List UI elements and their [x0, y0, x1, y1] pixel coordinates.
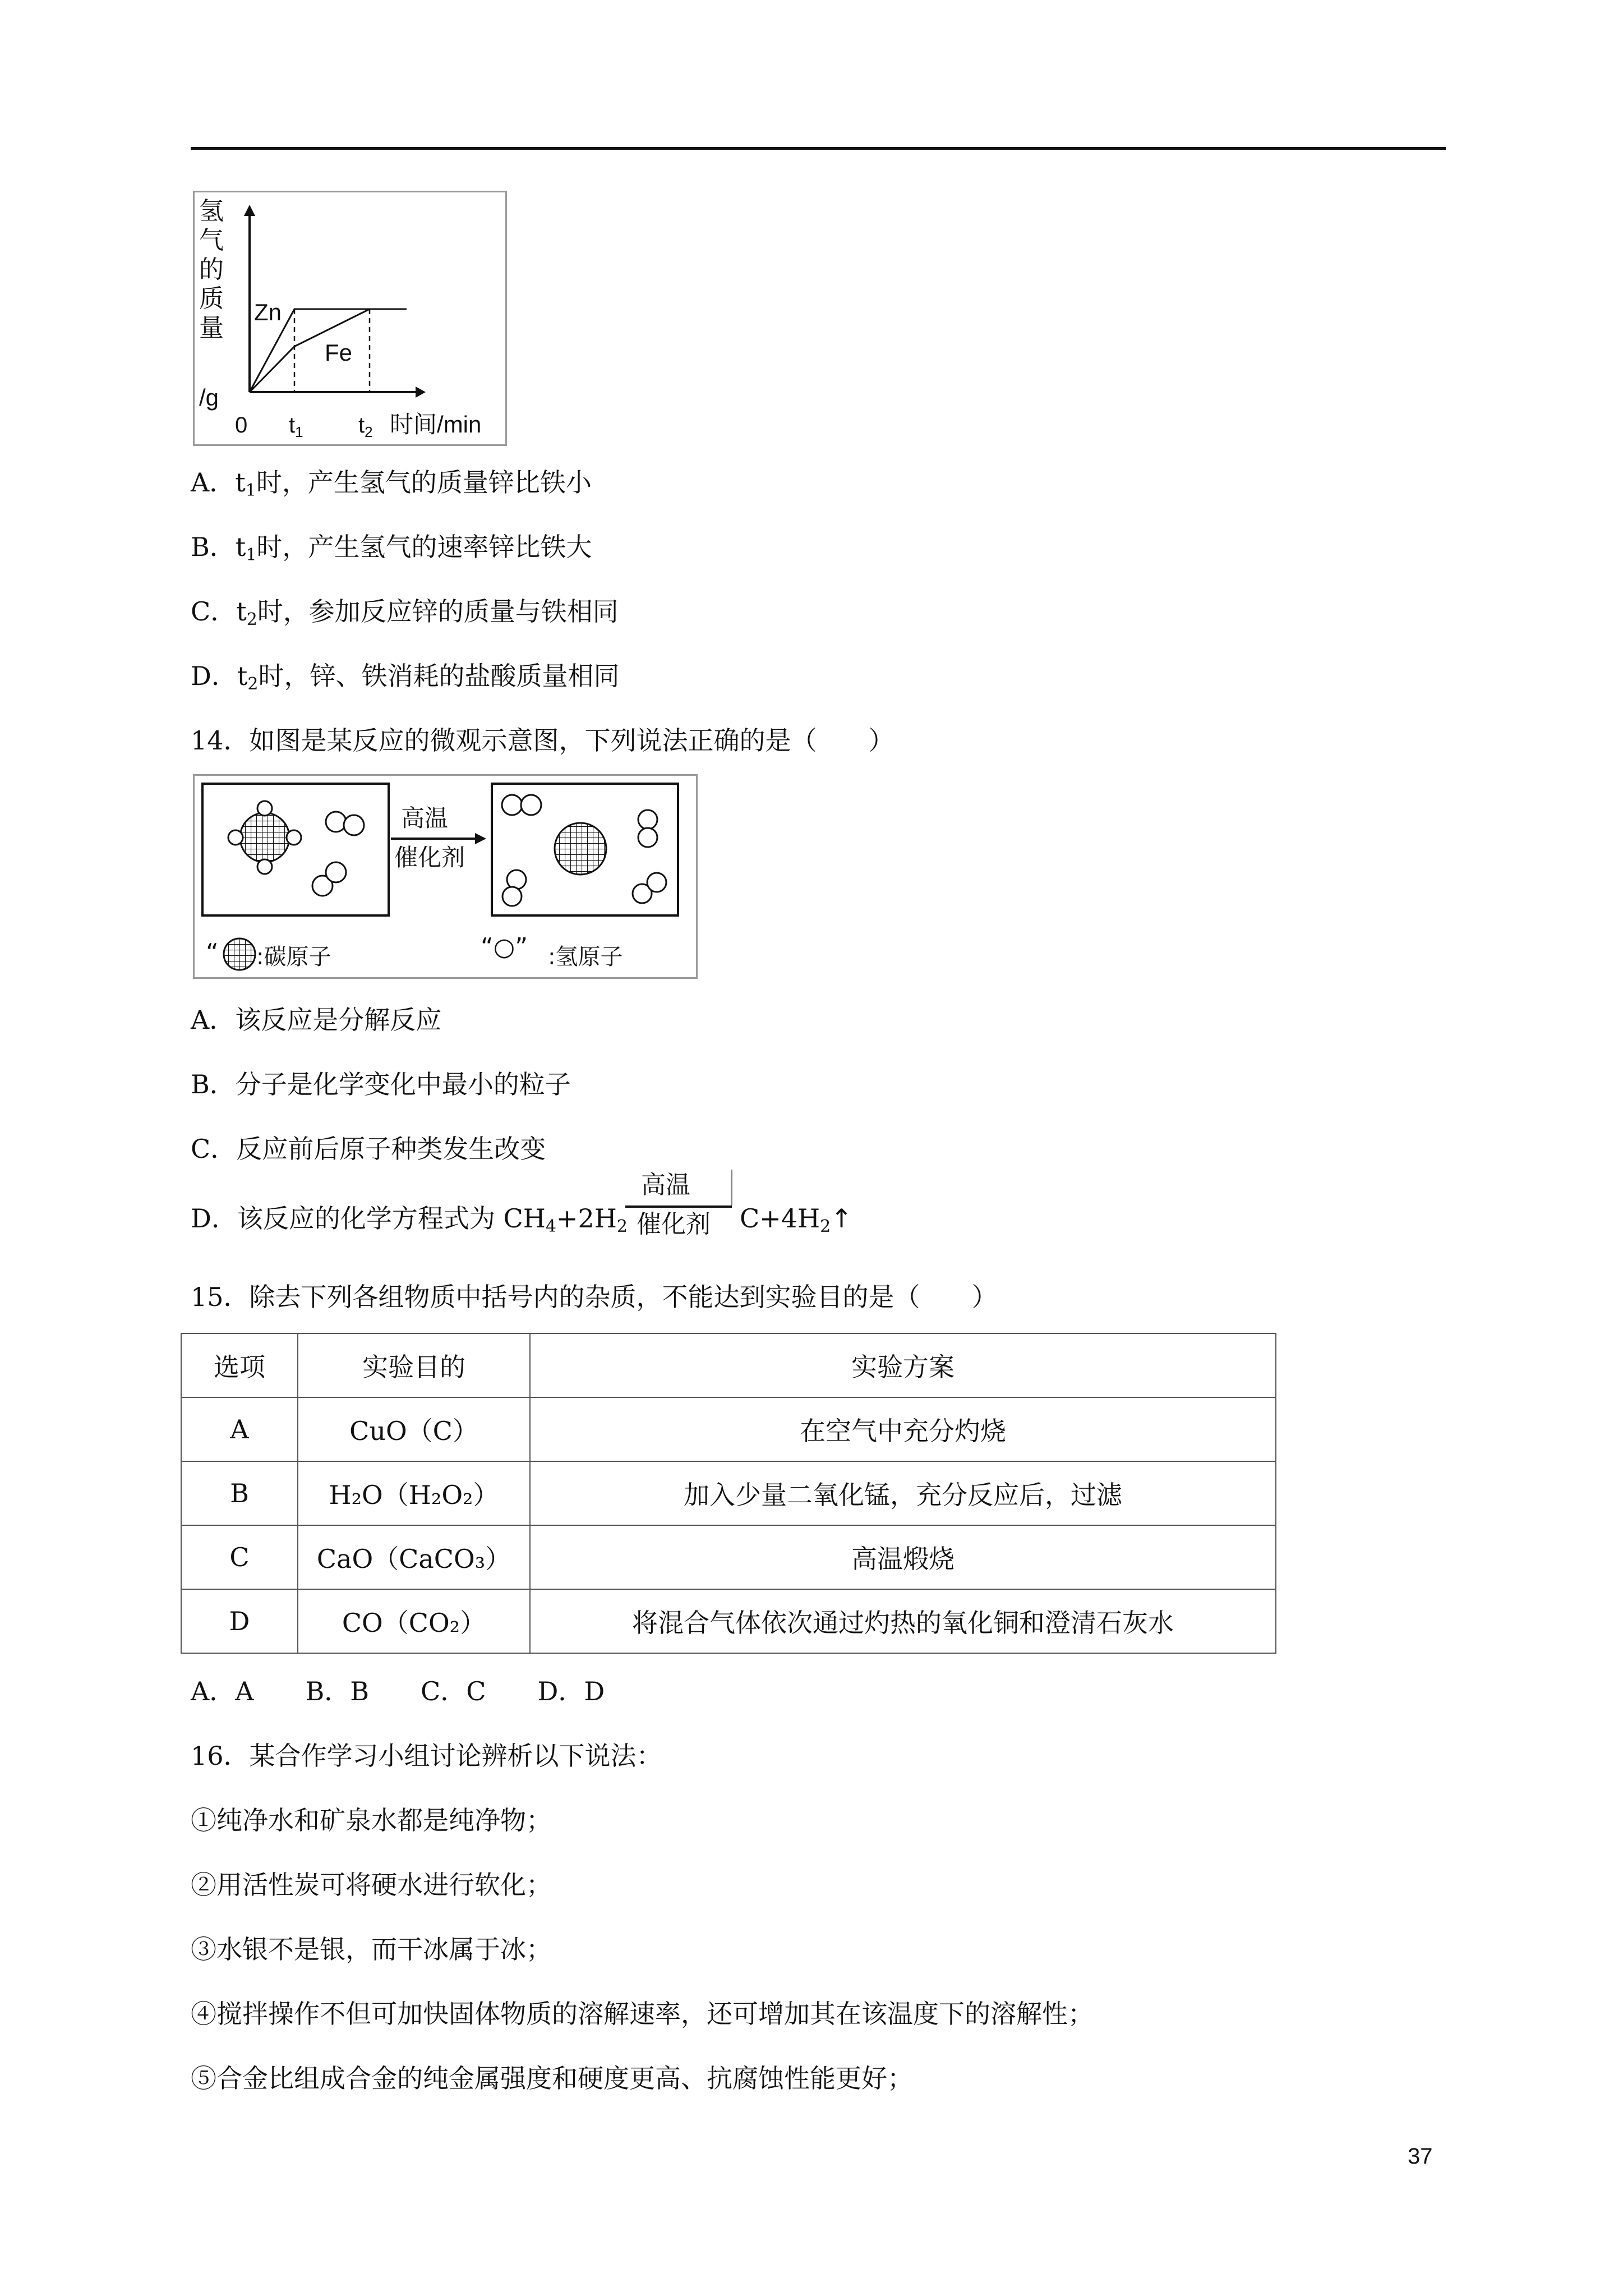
y-axis-arrow [244, 205, 255, 216]
table-cell-option: C [181, 1525, 298, 1589]
table-cell-plan: 将混合气体依次通过灼热的氧化铜和澄清石灰水 [530, 1589, 1276, 1653]
legend-carbon-open: “ [206, 938, 219, 967]
table-header-row [181, 1333, 1276, 1397]
q13-option-b: B．$t_1$时，产生氢气的速率锌比铁大 [191, 532, 592, 565]
ylabel-char: 量 [199, 314, 224, 342]
condition-arrow [625, 1205, 732, 1208]
carbon-atom [240, 813, 289, 862]
origin-label: 0 [235, 413, 248, 438]
table-cell-purpose: CO（CO₂） [298, 1589, 530, 1653]
ylabel-char: 的 [199, 256, 224, 283]
ylabel-unit: /g [199, 384, 219, 411]
xlabel: 时间/min [390, 411, 482, 438]
q15-stem: 15．除去下列各组物质中括号内的杂质，不能达到实验目的是（ ） [191, 1282, 998, 1312]
h2-molecule [502, 795, 541, 815]
table-header: 实验目的 [298, 1333, 530, 1397]
h2-molecule [312, 862, 346, 896]
legend-carbon-label: :碳原子 [256, 944, 331, 970]
page-number: 37 [1408, 2144, 1433, 2169]
hydrogen-atom [287, 830, 301, 845]
table-cell-option: A [181, 1397, 298, 1461]
table-row [181, 1461, 1276, 1525]
q13-option-d: D．$t_2$时，锌、铁消耗的盐酸质量相同 [191, 661, 620, 694]
table-cell-plan: 高温煅烧 [530, 1525, 1276, 1589]
table-cell-plan: 加入少量二氧化锰，充分反应后，过滤 [530, 1461, 1276, 1525]
hydrogen-atom [257, 859, 272, 874]
q16-statement: ②用活性炭可将硬水进行软化； [191, 1870, 552, 1900]
condition-bottom: 催化剂 [637, 1210, 711, 1239]
table-header: 选项 [181, 1333, 298, 1397]
q14-option-d: D．该反应的化学方程式为 $CH_4+2H_2$ $C+4H_2↑$ [191, 1203, 852, 1236]
before-box [202, 784, 389, 915]
q14-option-b: B．分子是化学变化中最小的粒子 [191, 1069, 571, 1099]
q14-option-c: C．反应前后原子种类发生改变 [191, 1134, 546, 1164]
table-cell-plan: 在空气中充分灼烧 [530, 1397, 1276, 1461]
series-label-fe: Fe [325, 339, 353, 366]
diagram-arrow-bottom: 催化剂 [394, 844, 465, 871]
table-header: 实验方案 [530, 1333, 1276, 1397]
legend-hydrogen-label: :氢原子 [548, 944, 623, 970]
carbon-atom [555, 823, 606, 875]
legend-hydrogen-symbol: “○” [481, 933, 528, 961]
reaction-svg [195, 776, 696, 977]
x-axis-arrow [416, 386, 426, 398]
q13-option-c: C．$t_2$时，参加反应锌的质量与铁相同 [191, 596, 619, 629]
h2-molecule [633, 873, 666, 903]
q14-stem: 14．如图是某反应的微观示意图，下列说法正确的是（ ） [191, 725, 895, 756]
ylabel-char: 质 [199, 285, 224, 312]
hydrogen-atom [257, 801, 272, 816]
reaction-diagram [193, 774, 698, 979]
h2-molecule [326, 812, 364, 835]
series-label-zn: Zn [254, 299, 282, 325]
q15-table [181, 1333, 1276, 1654]
q13-option-a: A．$t_1$时，产生氢气的质量锌比铁小 [191, 467, 592, 500]
q16-statement: ①纯净水和矿泉水都是纯净物； [191, 1805, 552, 1835]
condition-top: 高温 [641, 1171, 690, 1199]
q14-option-a: A．该反应是分解反应 [191, 1005, 442, 1035]
q15-answers: A．A B．B C．C D．D [191, 1676, 605, 1706]
table-cell-purpose: CaO（CaCO₃） [298, 1525, 530, 1589]
q16-statement: ④搅拌操作不但可加快固体物质的溶解速率，还可增加其在该温度下的溶解性； [191, 1999, 1094, 2029]
hydrogen-atom [228, 830, 243, 845]
table-row [181, 1397, 1276, 1461]
table-cell-purpose: CuO（C） [298, 1397, 530, 1461]
table-cell-option: B [181, 1461, 298, 1525]
chart-svg [195, 192, 505, 444]
diagram-arrow-top: 高温 [401, 804, 449, 832]
ylabel-char: 氢 [199, 197, 224, 225]
q16-statement: ③水银不是银，而干冰属于冰； [191, 1934, 552, 1964]
table-row [181, 1589, 1276, 1653]
header-rule [191, 147, 1446, 150]
table-row [181, 1525, 1276, 1589]
h2-molecule [502, 870, 526, 906]
legend-carbon-atom [224, 938, 255, 970]
hydrogen-mass-chart [193, 191, 507, 446]
reaction-condition [625, 1170, 737, 1248]
ylabel-char: 气 [199, 227, 224, 254]
table-cell-option: D [181, 1589, 298, 1653]
x-tick-label-t1: $t_1$ [289, 413, 303, 440]
table-cell-purpose: H₂O（H₂O₂） [298, 1461, 530, 1525]
h2-molecule [638, 810, 657, 847]
q16-statement: ⑤合金比组成合金的纯金属强度和硬度更高、抗腐蚀性能更好； [191, 2063, 913, 2093]
q16-stem: 16．某合作学习小组讨论辨析以下说法： [191, 1741, 662, 1771]
x-tick-label-t2: $t_2$ [358, 413, 373, 440]
methane-molecule [228, 801, 301, 874]
